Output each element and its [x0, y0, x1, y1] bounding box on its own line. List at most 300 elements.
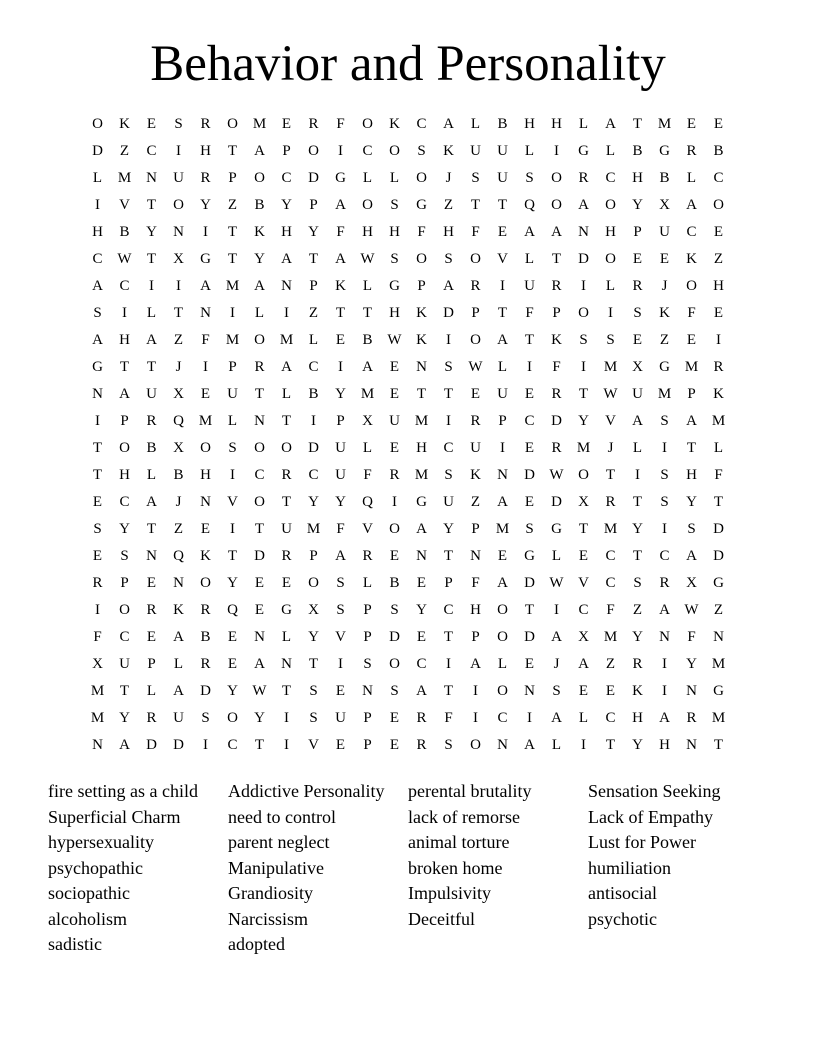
grid-letter: I [581, 359, 586, 375]
grid-row [84, 354, 732, 381]
grid-letter: U [497, 170, 508, 186]
grid-letter: M [360, 386, 375, 402]
grid-letter: R [254, 359, 265, 375]
grid-letter: Q [173, 548, 184, 564]
grid-letter: S [390, 197, 399, 213]
grid-letter: M [576, 440, 591, 456]
grid-letter: T [605, 467, 616, 483]
grid-letter: B [659, 170, 670, 186]
grid-letter: N [713, 629, 724, 645]
grid-letter: S [660, 494, 669, 510]
grid-letter: O [281, 440, 292, 456]
grid-letter: L [578, 710, 589, 726]
grid-letter: C [497, 710, 508, 726]
word-bank-item: adopted [228, 934, 285, 954]
grid-letter: U [335, 710, 346, 726]
word-bank-item: sadistic [48, 934, 102, 954]
grid-letter: U [443, 494, 454, 510]
grid-letter: G [713, 575, 724, 591]
grid-letter: M [90, 710, 105, 726]
grid-letter: M [711, 656, 726, 672]
grid-letter: I [203, 737, 208, 753]
grid-letter: Z [227, 197, 238, 213]
grid-letter: J [607, 440, 614, 456]
grid-letter: C [119, 278, 130, 294]
grid-letter: E [659, 251, 670, 267]
grid-letter: D [524, 629, 535, 645]
grid-letter: F [471, 575, 480, 591]
grid-letter: P [444, 575, 453, 591]
grid-letter: F [336, 521, 345, 537]
grid-letter: E [254, 602, 265, 618]
grid-letter: G [578, 143, 589, 159]
grid-letter: M [495, 521, 510, 537]
grid-letter: A [524, 737, 535, 753]
grid-letter: A [281, 251, 292, 267]
grid-letter: E [389, 548, 400, 564]
grid-letter: A [524, 224, 535, 240]
grid-letter: N [173, 224, 184, 240]
grid-letter: N [416, 359, 427, 375]
grid-letter: E [389, 737, 400, 753]
grid-letter: K [551, 332, 562, 348]
grid-letter: I [635, 467, 640, 483]
grid-letter: A [173, 683, 184, 699]
grid-letter: L [281, 629, 292, 645]
grid-letter: N [173, 575, 184, 591]
word-bank-column [228, 779, 408, 958]
word-bank-item: Lack of Empathy [588, 806, 713, 827]
grid-letter: U [119, 656, 130, 672]
grid-letter: W [117, 251, 132, 267]
grid-letter: Y [227, 575, 238, 591]
grid-letter: R [200, 656, 211, 672]
grid-letter: A [659, 710, 670, 726]
grid-letter: A [281, 359, 292, 375]
grid-letter: N [578, 224, 589, 240]
grid-letter: Y [254, 710, 265, 726]
grid-letter: O [362, 116, 373, 132]
grid-letter: D [308, 170, 319, 186]
grid-letter: L [497, 656, 508, 672]
word-bank-item: sociopathic [48, 883, 130, 903]
grid-letter: S [633, 575, 642, 591]
grid-letter: U [146, 386, 157, 402]
grid-letter: R [632, 656, 643, 672]
grid-letter: H [659, 737, 670, 753]
grid-letter: T [443, 629, 454, 645]
grid-letter: H [551, 116, 562, 132]
grid-letter: I [203, 224, 208, 240]
grid-letter: R [146, 413, 157, 429]
grid-letter: S [363, 656, 372, 672]
grid-row [84, 624, 732, 651]
grid-letter: R [362, 548, 373, 564]
grid-letter: O [92, 116, 103, 132]
grid-letter: T [92, 467, 103, 483]
grid-letter: E [686, 332, 697, 348]
grid-letter: T [443, 683, 454, 699]
grid-letter: E [632, 332, 643, 348]
grid-letter: A [335, 548, 346, 564]
grid-letter: Q [524, 197, 535, 213]
grid-letter: O [389, 656, 400, 672]
grid-letter: I [230, 467, 235, 483]
grid-letter: N [281, 278, 292, 294]
grid-letter: I [662, 521, 667, 537]
grid-letter: Q [362, 494, 373, 510]
grid-letter: L [497, 359, 508, 375]
grid-letter: I [581, 737, 586, 753]
grid-letter: C [605, 548, 616, 564]
grid-letter: E [524, 440, 535, 456]
word-bank-item: Grandiosity [228, 883, 313, 903]
grid-letter: L [578, 116, 589, 132]
grid-letter: O [173, 197, 184, 213]
grid-letter: S [525, 521, 534, 537]
grid-letter: E [389, 710, 400, 726]
grid-letter: T [362, 305, 373, 321]
grid-letter: I [554, 602, 559, 618]
grid-letter: R [281, 548, 292, 564]
grid-letter: E [470, 386, 481, 402]
grid-letter: A [200, 278, 211, 294]
grid-letter: V [227, 494, 238, 510]
grid-letter: R [416, 737, 427, 753]
grid-letter: I [608, 305, 613, 321]
grid-letter: R [605, 494, 616, 510]
grid-letter: E [416, 629, 427, 645]
grid-letter: O [578, 467, 589, 483]
grid-letter: H [686, 467, 697, 483]
grid-letter: T [578, 521, 589, 537]
grid-letter: A [146, 332, 157, 348]
word-bank-item: Deceitful [408, 908, 475, 929]
grid-row [84, 381, 732, 408]
grid-letter: V [119, 197, 130, 213]
grid-letter: Y [308, 494, 319, 510]
grid-letter: A [92, 332, 103, 348]
grid-letter: U [281, 521, 292, 537]
grid-letter: W [252, 683, 267, 699]
grid-letter: V [578, 575, 589, 591]
grid-letter: P [471, 629, 480, 645]
grid-letter: G [713, 683, 724, 699]
grid-letter: U [632, 386, 643, 402]
grid-letter: Z [173, 332, 184, 348]
grid-letter: C [146, 143, 157, 159]
grid-letter: Y [281, 197, 292, 213]
grid-letter: A [659, 602, 670, 618]
grid-letter: C [605, 710, 616, 726]
grid-letter: Q [173, 413, 184, 429]
grid-letter: F [363, 467, 372, 483]
word-bank-item: humiliation [588, 857, 671, 878]
grid-letter: N [254, 629, 265, 645]
grid-letter: C [416, 116, 427, 132]
grid-letter: U [470, 143, 481, 159]
grid-row [84, 597, 732, 624]
grid-letter: R [470, 413, 481, 429]
grid-letter: E [335, 683, 346, 699]
grid-letter: Y [200, 197, 211, 213]
grid-letter: O [254, 170, 265, 186]
grid-letter: O [605, 197, 616, 213]
grid-letter: D [389, 629, 400, 645]
grid-letter: M [279, 332, 294, 348]
grid-letter: Z [443, 197, 454, 213]
word-bank-item: perental brutality [408, 781, 532, 801]
grid-letter: N [254, 413, 265, 429]
grid-letter: W [360, 251, 375, 267]
grid-letter: D [713, 548, 724, 564]
grid-letter: G [200, 251, 211, 267]
grid-letter: M [225, 332, 240, 348]
grid-letter: M [711, 710, 726, 726]
grid-letter: S [201, 710, 210, 726]
grid-letter: C [92, 251, 103, 267]
grid-letter: O [551, 170, 562, 186]
grid-letter: A [335, 197, 346, 213]
grid-letter: R [632, 278, 643, 294]
grid-letter: E [713, 305, 724, 321]
grid-letter: U [524, 278, 535, 294]
grid-letter: E [146, 629, 157, 645]
grid-letter: U [173, 710, 184, 726]
grid-letter: M [603, 359, 618, 375]
grid-letter: P [552, 305, 561, 321]
grid-letter: D [551, 494, 562, 510]
grid-letter: I [500, 278, 505, 294]
grid-letter: R [146, 602, 157, 618]
grid-letter: R [200, 602, 211, 618]
grid-letter: R [389, 467, 400, 483]
grid-letter: H [200, 143, 211, 159]
grid-letter: T [281, 494, 292, 510]
grid-letter: O [578, 305, 589, 321]
grid-letter: I [473, 710, 478, 726]
grid-letter: G [659, 359, 670, 375]
grid-letter: B [173, 467, 184, 483]
word-bank-item: Addictive Personality [228, 781, 385, 801]
grid-letter: L [605, 278, 616, 294]
grid-letter: P [363, 737, 372, 753]
grid-letter: I [176, 143, 181, 159]
grid-letter: L [524, 143, 535, 159]
grid-letter: L [605, 143, 616, 159]
grid-row [84, 435, 732, 462]
word-bank-item: parent neglect [228, 832, 330, 852]
grid-letter: Z [605, 656, 616, 672]
grid-letter: H [119, 332, 130, 348]
grid-letter: I [527, 710, 532, 726]
grid-letter: C [686, 224, 697, 240]
grid-letter: C [119, 629, 130, 645]
grid-letter: S [633, 305, 642, 321]
grid-letter: L [362, 170, 373, 186]
grid-letter: B [389, 575, 400, 591]
grid-letter: D [713, 521, 724, 537]
grid-letter: E [497, 224, 508, 240]
grid-letter: F [687, 305, 696, 321]
grid-letter: I [662, 656, 667, 672]
grid-letter: L [713, 440, 724, 456]
grid-letter: K [470, 467, 481, 483]
grid-letter: O [551, 197, 562, 213]
grid-letter: O [119, 602, 130, 618]
grid-letter: A [92, 278, 103, 294]
grid-letter: S [309, 683, 318, 699]
grid-letter: T [713, 737, 724, 753]
grid-letter: J [661, 278, 668, 294]
grid-letter: A [254, 656, 265, 672]
grid-letter: K [416, 332, 427, 348]
grid-letter: T [254, 737, 265, 753]
grid-letter: T [713, 494, 724, 510]
grid-letter: H [470, 602, 481, 618]
grid-letter: E [524, 494, 535, 510]
grid-letter: A [497, 332, 508, 348]
grid-letter: C [281, 170, 292, 186]
grid-letter: A [551, 629, 562, 645]
grid-letter: K [335, 278, 346, 294]
grid-letter: B [713, 143, 724, 159]
grid-letter: E [335, 332, 346, 348]
grid-row [84, 273, 732, 300]
grid-letter: A [551, 710, 562, 726]
grid-letter: J [175, 359, 182, 375]
grid-letter: X [173, 251, 184, 267]
grid-letter: E [578, 683, 589, 699]
grid-letter: S [390, 251, 399, 267]
grid-letter: P [309, 278, 318, 294]
grid-letter: C [227, 737, 238, 753]
grid-letter: M [117, 170, 132, 186]
grid-letter: U [173, 170, 184, 186]
grid-letter: I [311, 413, 316, 429]
grid-letter: Y [686, 494, 697, 510]
grid-row [84, 651, 732, 678]
grid-letter: E [200, 521, 211, 537]
grid-letter: I [662, 440, 667, 456]
grid-letter: G [416, 494, 427, 510]
grid-letter: W [684, 602, 699, 618]
grid-letter: Y [119, 710, 130, 726]
grid-letter: D [254, 548, 265, 564]
grid-letter: P [363, 629, 372, 645]
grid-letter: C [659, 548, 670, 564]
grid-letter: J [175, 494, 182, 510]
grid-letter: A [254, 278, 265, 294]
grid-letter: Y [227, 683, 238, 699]
grid-letter: E [713, 224, 724, 240]
grid-letter: S [309, 710, 318, 726]
grid-letter: T [254, 521, 265, 537]
grid-letter: X [362, 413, 373, 429]
word-bank [48, 779, 788, 958]
grid-letter: F [525, 305, 534, 321]
grid-letter: D [524, 575, 535, 591]
grid-letter: W [468, 359, 483, 375]
grid-letter: X [632, 359, 643, 375]
grid-letter: T [146, 251, 157, 267]
grid-letter: S [444, 251, 453, 267]
grid-letter: T [632, 494, 643, 510]
grid-letter: N [686, 737, 697, 753]
word-bank-item: psychotic [588, 908, 657, 929]
grid-letter: R [713, 359, 724, 375]
grid-letter: P [336, 413, 345, 429]
grid-letter: I [392, 494, 397, 510]
grid-letter: D [551, 413, 562, 429]
grid-letter: G [416, 197, 427, 213]
grid-row [84, 165, 732, 192]
grid-letter: E [146, 575, 157, 591]
grid-letter: O [470, 332, 481, 348]
grid-letter: O [470, 251, 481, 267]
grid-letter: S [93, 521, 102, 537]
grid-letter: I [284, 737, 289, 753]
grid-letter: T [146, 521, 157, 537]
grid-letter: H [416, 440, 427, 456]
grid-letter: C [443, 602, 454, 618]
grid-row [84, 705, 732, 732]
grid-letter: S [606, 332, 615, 348]
grid-letter: G [551, 521, 562, 537]
grid-letter: X [659, 197, 670, 213]
grid-letter: T [470, 197, 481, 213]
word-bank-item: Sensation Seeking [588, 781, 721, 801]
grid-letter: M [414, 413, 429, 429]
grid-letter: N [497, 737, 508, 753]
grid-letter: R [281, 467, 292, 483]
grid-letter: E [92, 548, 103, 564]
grid-letter: I [446, 332, 451, 348]
grid-letter: T [227, 224, 238, 240]
grid-letter: K [659, 305, 670, 321]
grid-letter: S [336, 575, 345, 591]
word-bank-item: Lust for Power [588, 832, 696, 852]
grid-letter: N [416, 548, 427, 564]
grid-letter: H [605, 224, 616, 240]
grid-letter: X [308, 602, 319, 618]
grid-letter: Y [254, 251, 265, 267]
grid-letter: N [92, 737, 103, 753]
grid-letter: C [578, 602, 589, 618]
grid-letter: S [552, 683, 561, 699]
grid-letter: F [552, 359, 561, 375]
grid-letter: B [254, 197, 265, 213]
grid-letter: L [632, 440, 643, 456]
grid-letter: H [119, 467, 130, 483]
word-bank-column [48, 779, 228, 958]
grid-letter: A [551, 224, 562, 240]
grid-letter: T [308, 656, 319, 672]
grid-letter: R [686, 710, 697, 726]
grid-letter: T [281, 683, 292, 699]
grid-letter: E [632, 251, 643, 267]
grid-letter: N [497, 467, 508, 483]
grid-letter: W [549, 467, 564, 483]
grid-letter: Z [713, 602, 724, 618]
word-bank-column [588, 779, 768, 958]
grid-letter: X [173, 440, 184, 456]
grid-letter: O [497, 683, 508, 699]
grid-letter: Z [308, 305, 319, 321]
grid-letter: X [92, 656, 103, 672]
grid-letter: T [308, 251, 319, 267]
grid-letter: L [470, 116, 481, 132]
